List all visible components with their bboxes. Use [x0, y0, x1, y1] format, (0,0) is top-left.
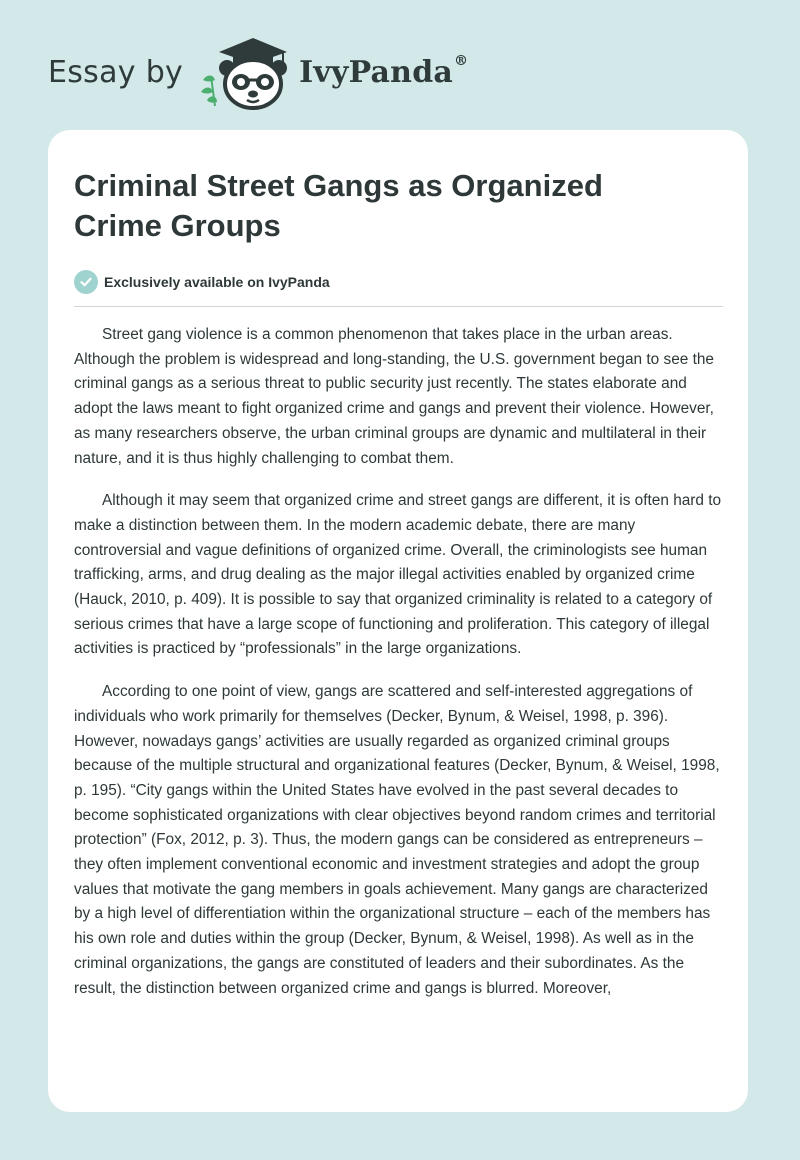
essay-by-label: Essay by	[48, 54, 184, 90]
divider	[74, 306, 723, 307]
paragraph: Street gang violence is a common phenomenon that takes place in the urban areas. Although the problem is widespread and long-standing, the U.S. government began to see the criminal gangs as a serious threat to public security just recently. The states elaborate and adopt the laws meant to fight organized crime and gangs and prevent their violence. However, as many researchers observe, the urban criminal groups are dynamic and multilateral in their nature, and it is thus highly challenging to combat them.	[74, 326, 714, 467]
brand-name: IvyPanda®	[299, 52, 469, 90]
essay-card	[48, 130, 748, 1112]
panda-graduate-icon	[197, 30, 293, 114]
essay-body	[74, 323, 724, 1001]
exclusive-badge	[74, 268, 748, 296]
page-title: Criminal Street Gangs as Organized Crime Groups	[74, 168, 603, 243]
site-header	[48, 30, 548, 114]
check-icon	[74, 270, 98, 294]
paragraph: Although it may seem that organized crime and street gangs are different, it is often hard to make a distinction between them. In the modern academic debate, there are many controversial and vague definitions of organized crime. Overall, the criminologists see human trafficking, arms, and drug dealing as the major illegal activities enabled by organized crime (Hauck, 2010, p. 409). It is possible to say that organized criminality is related to a category of serious crimes that have a large scope of functioning and proliferation. This category of illegal activities is practiced by “professionals” in the large organizations.	[74, 492, 722, 658]
paragraph: According to one point of view, gangs are scattered and self-interested aggregations of individuals who work primarily for themselves (Decker, Bynum, & Weisel, 1998, p. 396). However, nowadays gangs’ activities are usually regarded as organized criminal groups because of the multiple structural and organizational features (Decker, Bynum, & Weisel, 1998, p. 195). “City gangs within the United States have evolved in the past several decades to become sophisticated organizations with clear objectives beyond random crimes and territorial protection” (Fox, 2012, p. 3). Thus, the modern gangs can be considered as entrepreneurs – they often implement conventional economic and investment strategies and adopt the group values that motivate the gang members in goals achievement. Many gangs are characterized by a high level of differentiation within the organizational structure – each of the members has his own role and duties within the group (Decker, Bynum, & Weisel, 1998). As well as in the criminal organizations, the gangs are constituted of leaders and their subordinates. As the result, the distinction between organized crime and gangs is blurred. Moreover,	[74, 683, 720, 997]
exclusive-label: Exclusively available on IvyPanda	[104, 274, 330, 290]
